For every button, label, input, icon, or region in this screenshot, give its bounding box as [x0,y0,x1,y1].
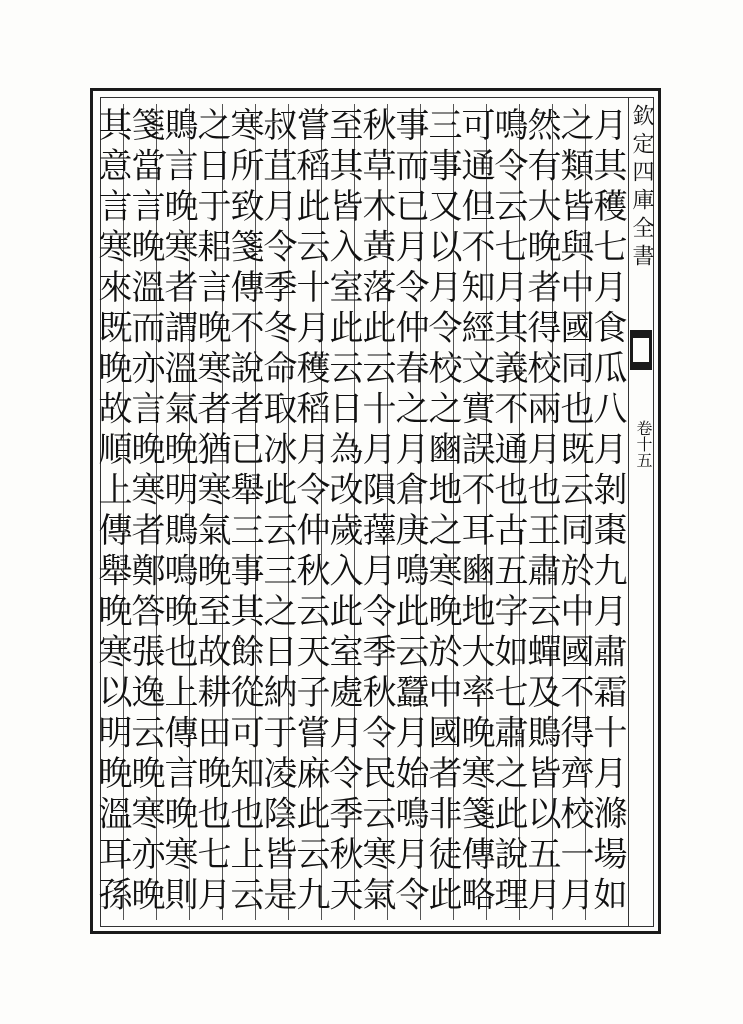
text-column-9: 至其皆入室此云日為改歲入此室處月令季秋天 [323,107,363,917]
text-column-2: 之類皆與中國同也既云同於中國不得齊校一月 [554,107,594,917]
margin-title: 欽定四庫全書 [629,104,654,272]
text-column-1: 月其穫七月食瓜八月剝棗九月肅霜十月滌場如 [587,107,627,917]
margin-juan-label: 卷十五 [634,420,653,468]
text-column-13: 之日于耜言晚寒者猶寒氣晚至故耕田晚也七月 [191,107,231,917]
text-column-12: 寒所致箋傳不說者已舉三事其餘從可知也上云 [224,107,264,917]
text-column-7: 事而已月令仲春之月倉庚鳴此云蠶月始鳴月令 [389,107,429,917]
text-column-6: 三事又以月令校之豳地之寒晚於中國者非徒此 [422,107,462,917]
text-column-4: 鳴令云七月其義不通也古五字如七肅之此說理 [488,107,528,917]
text-column-8: 秋草木黃落此云十月隕蘀月令季秋令民云寒氣 [356,107,396,917]
text-column-14: 鵙言晚寒者謂溫氣晚明鵙鳴晚也上傳言晚寒則 [158,107,198,917]
text-columns [92,104,628,920]
text-column-15: 箋當言晚溫而亦言晚寒者鄭答張逸云晚寒亦晚 [125,107,165,917]
text-column-11: 叔苴月令季冬命取冰此云三之日納于凌陰皆是 [257,107,297,917]
text-column-3: 然有大晚者得校兩月也王肅云蟬及鵙皆以五月 [521,107,561,917]
text-column-10: 嘗稻此云十月穫稻月令仲秋云天子嘗麻此云九 [290,107,330,917]
text-column-5: 可通但不知經文實誤不耳豳地大率晚寒箋傳略 [455,107,495,917]
text-column-16: 其意言寒來既晚故順上傳舉晚寒以明晚溫耳孫 [92,107,132,917]
fishtail-mark [630,330,652,370]
